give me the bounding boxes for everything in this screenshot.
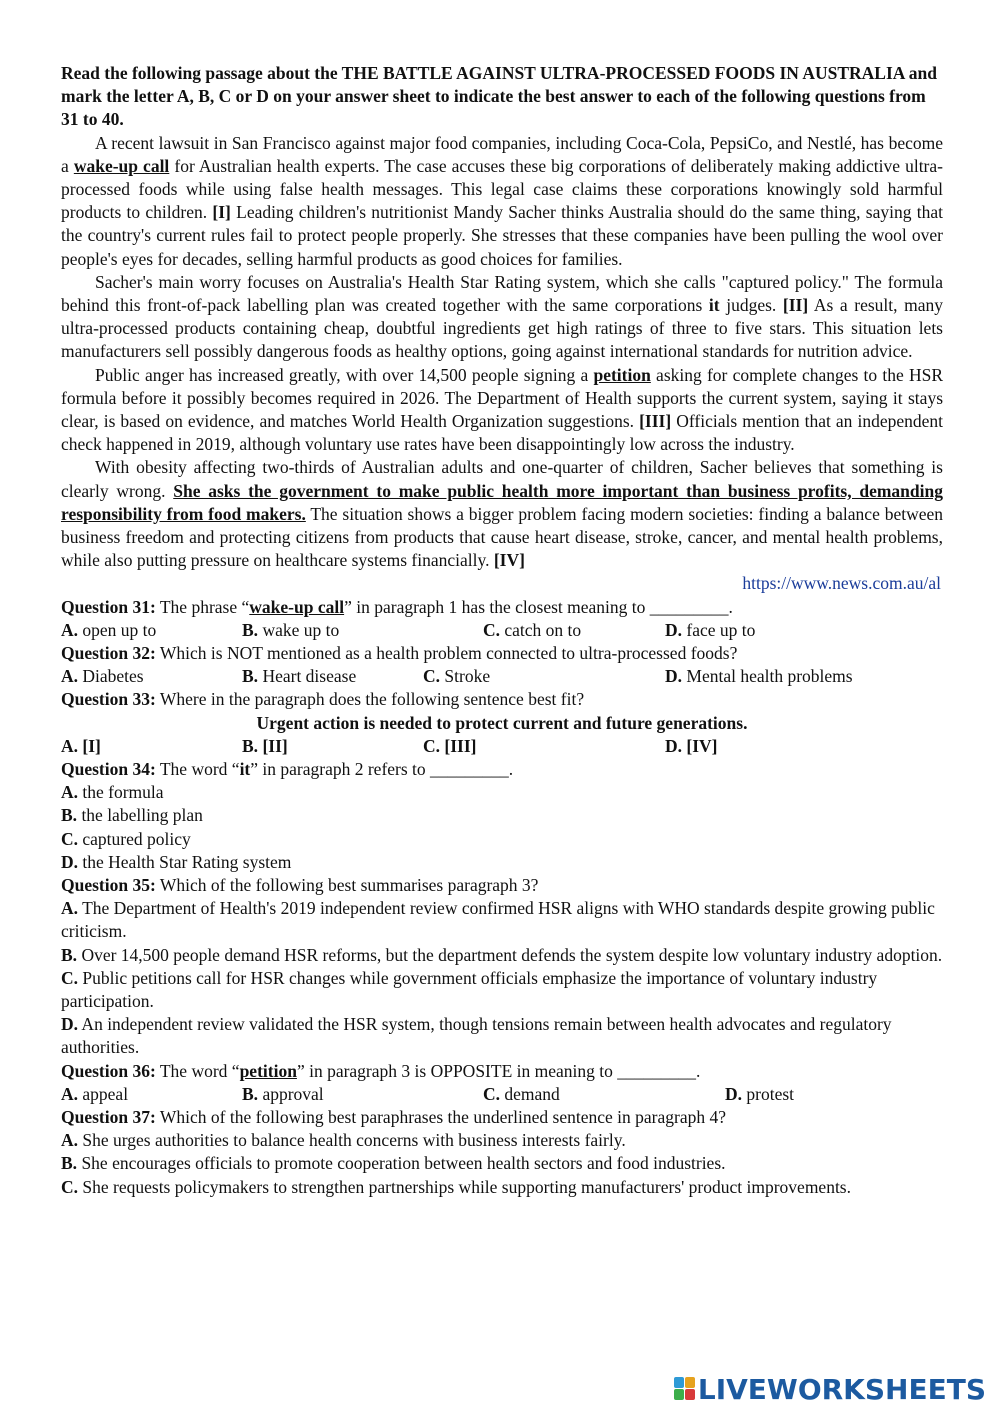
q34-pre: The word “ [155,759,240,780]
option-letter: B. [61,1153,78,1174]
question-number: Question 32: [61,643,156,664]
option-text: Heart disease [258,666,357,687]
p1-text-a: A recent lawsuit in San Francisco against major food companies, including Coca-Cola, PepsiCo, and Nestlé, has become a [61,132,943,176]
option-text: open up to [78,619,157,640]
q36-post: ” in paragraph 3 is OPPOSITE in meaning to _________. [296,1060,701,1081]
liveworksheets-wordmark: LIVEWORKSHEETS [697,1372,986,1406]
paragraph-1 [61,132,943,271]
highlight-petition: petition [593,364,651,385]
q36-options [61,1083,943,1106]
option-text: Mental health problems [682,666,853,687]
option-text: The Department of Health's 2019 independent review confirmed HSR aligns with WHO standards despite growing public criticism. [61,898,935,942]
question-33 [61,688,943,711]
q31-word: wake-up call [249,596,345,617]
option-letter: B. [61,944,78,965]
q32-option-c[interactable] [423,665,490,688]
option-text: She encourages officials to promote cooperation between health sectors and food industries. [77,1153,726,1174]
option-letter: A. [61,1083,79,1104]
highlight-wake-up-call: wake-up call [73,155,170,176]
q32-option-a[interactable] [61,665,144,688]
option-text: demand [500,1083,560,1104]
option-letter: D. [61,1014,79,1035]
p2-text-b: judges. [719,295,783,316]
question-31 [61,596,943,619]
option-letter: A. [61,619,79,640]
question-36 [61,1060,943,1083]
q34-post: ” in paragraph 2 refers to _________. [250,759,514,780]
q34-word: it [239,759,251,780]
option-letter: A. [61,666,79,687]
q32-option-b[interactable] [242,665,356,688]
option-text: catch on to [500,619,582,640]
question-35 [61,874,943,897]
q35-option-d[interactable] [61,1013,943,1059]
p3-text-a: Public anger has increased greatly, with over 14,500 people signing a [95,364,594,385]
option-letter: D. [665,619,683,640]
liveworksheets-logo[interactable] [674,1372,986,1406]
q31-option-d[interactable] [665,619,755,642]
question-37 [61,1106,943,1129]
option-text: the formula [78,782,164,803]
option-text: Public petitions call for HSR changes while government officials emphasize the importance of voluntary industry participation. [61,967,878,1012]
q37-option-a[interactable] [61,1129,943,1152]
marker-III: [III] [639,411,672,432]
q31-pre: The phrase “ [155,596,250,617]
q36-pre: The word “ [155,1060,240,1081]
option-letter: D. [665,735,683,756]
option-text: Stroke [440,666,491,687]
option-text: [IV] [682,735,718,756]
question-number: Question 31: [61,596,156,617]
question-number: Question 35: [61,875,156,896]
p3-text-b: asking for complete changes to the HSR formula before it possibly becomes required in 2026. The Department of Health supports the current system, saying it stays clear, is based on evidence, and matches World Health Organization suggestions. [61,364,943,432]
q36-option-d[interactable] [725,1083,794,1106]
option-text: captured policy [78,828,191,849]
option-text: She requests policymakers to strengthen partnerships while supporting manufacturers' product improvements. [78,1176,851,1197]
option-letter: C. [423,735,441,756]
paragraph-3 [61,364,943,457]
q35-text: Which of the following best summarises paragraph 3? [155,875,539,896]
q32-option-d[interactable] [665,665,853,688]
option-text: face up to [682,619,756,640]
option-letter: D. [665,666,683,687]
option-text: An independent review validated the HSR system, though tensions remain between health advocates and regulatory authorities. [61,1014,892,1058]
option-letter: C. [423,666,441,687]
option-letter: C. [61,967,79,988]
option-letter: A. [61,898,79,919]
option-letter: C. [61,1176,79,1197]
q37-text: Which of the following best paraphrases the underlined sentence in paragraph 4? [155,1107,726,1128]
option-letter: B. [242,619,259,640]
marker-II: [II] [782,295,809,316]
option-letter: A. [61,782,79,803]
q37-option-b[interactable] [61,1152,943,1175]
p4-text-b: The situation shows a bigger problem facing modern societies: finding a balance between business freedom and protecting citizens from products that cause heart disease, stroke, cancer, and mental health problems, while also putting pressure on healthcare systems financially. [61,503,943,571]
question-number: Question 36: [61,1060,156,1081]
q33-option-d[interactable] [665,735,718,758]
question-number: Question 37: [61,1107,156,1128]
p1-text-c: Leading children's nutritionist Mandy Sacher thinks Australia should do the same thing, saying that the country's current rules fail to protect people properly. She stresses that these companies have been pulling the wool over people's eyes for decades, selling harmful products as good choices for families. [61,202,943,269]
q31-option-c[interactable] [483,619,581,642]
q33-option-c[interactable] [423,735,476,758]
highlight-it: it [708,295,720,316]
p3-text-c: Officials mention that an independent check happened in 2019, although voluntary use rates have been disappointingly low across the industry. [61,411,943,455]
q35-option-c[interactable] [61,967,943,1013]
marker-I: [I] [212,202,231,223]
q33-option-b[interactable] [242,735,288,758]
option-letter: B. [242,1083,259,1104]
marker-IV: [IV] [493,550,525,571]
option-text: [I] [78,735,101,756]
option-text: She urges authorities to balance health concerns with business interests fairly. [78,1130,626,1151]
p4-text-a: With obesity affecting two-thirds of Australian adults and one-quarter of children, Sacher believes that something is clearly wrong. [61,457,943,501]
p2-text-c: As a result, many ultra-processed products containing cheap, doubtful ingredients get high ratings of three to five stars. This situation lets manufacturers sell possibly dangerous foods as healthy options, going against international standards for nutrition advice. [61,295,944,362]
q32-text: Which is NOT mentioned as a health problem connected to ultra-processed foods? [155,643,738,664]
q33-options [61,735,943,758]
q33-sentence: Urgent action is needed to protect current and future generations. [256,712,748,733]
option-letter: A. [61,1130,79,1151]
option-text: Diabetes [78,666,144,687]
p2-text-a: Sacher's main worry focuses on Australia's Health Star Rating system, which she calls "captured policy." The formula behind this front-of-pack labelling plan was created together with the same corporations [61,271,943,316]
q35-option-a[interactable] [61,897,943,943]
question-number: Question 34: [61,759,156,780]
underlined-sentence: She asks the government to make public health more important than business profits, demanding responsibility from food makers. [61,480,943,524]
option-letter: B. [242,735,259,756]
question-number: Question 33: [61,689,156,710]
question-32 [61,642,943,665]
q36-option-c[interactable] [483,1083,560,1106]
option-text: appeal [78,1083,129,1104]
q35-option-b[interactable] [61,944,943,967]
q31-option-b[interactable] [242,619,339,642]
option-letter: B. [61,805,78,826]
q33-text: Where in the paragraph does the following sentence best fit? [155,689,585,710]
q36-option-a[interactable] [61,1083,128,1106]
q34-option-d[interactable] [61,851,943,874]
option-letter: D. [61,851,79,872]
source-link[interactable]: https://www.news.com.au/al [742,573,941,594]
option-text: [III] [440,735,477,756]
option-text: approval [258,1083,324,1104]
option-text: wake up to [258,619,340,640]
q34-option-a[interactable] [61,781,943,804]
q33-option-a[interactable] [61,735,101,758]
q36-option-b[interactable] [242,1083,324,1106]
option-text: Over 14,500 people demand HSR reforms, but the department defends the system despite low voluntary industry adoption. [77,944,943,965]
worksheet-page [61,62,943,1199]
option-text: the Health Star Rating system [78,851,292,872]
q37-option-c[interactable] [61,1176,943,1199]
option-letter: A. [61,735,79,756]
q31-options [61,619,943,642]
instructions: Read the following passage about the THE BATTLE AGAINST ULTRA-PROCESSED FOODS IN AUSTRALIA and mark the letter A, B, C or D on your answer sheet to indicate the best answer to each of the following questions from 31 to 40. [61,63,938,130]
q34-option-c[interactable] [61,828,943,851]
option-letter: D. [725,1083,743,1104]
option-letter: C. [483,619,501,640]
option-letter: C. [483,1083,501,1104]
q36-word: petition [239,1060,297,1081]
liveworksheets-logo-icon [674,1377,696,1401]
p1-text-b: for Australian health experts. The case accuses these big corporations of deliberately making addictive ultra-processed foods while using false health messages. This legal case claims these corporations knowingly sold harmful products to children. [61,155,943,223]
q32-options [61,665,943,688]
option-text: [II] [258,735,288,756]
option-letter: B. [242,666,259,687]
question-34 [61,758,943,781]
q34-option-b[interactable] [61,804,943,827]
option-text: the labelling plan [77,805,203,826]
paragraph-4 [61,456,943,572]
option-letter: C. [61,828,79,849]
q31-post: ” in paragraph 1 has the closest meaning to _________. [344,596,733,617]
option-text: protest [742,1083,795,1104]
q31-option-a[interactable] [61,619,156,642]
paragraph-2 [61,271,943,364]
